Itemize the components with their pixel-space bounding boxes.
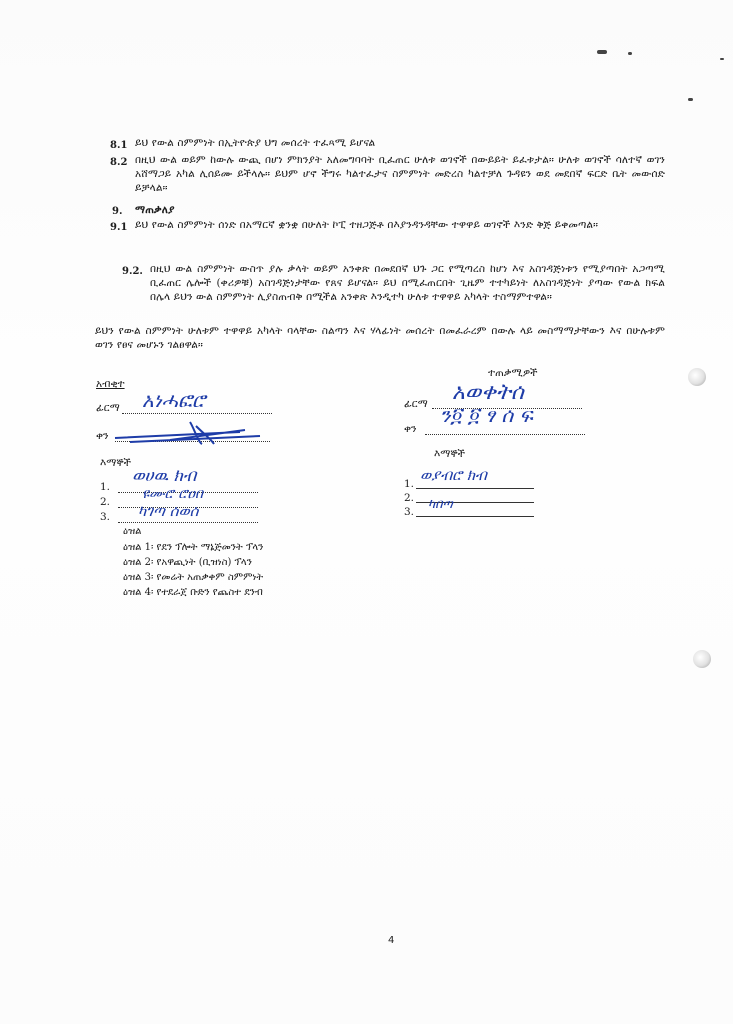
right-witness-3-signature: ካበጣ	[428, 497, 453, 512]
clause-9-2-text: በዚህ ውል ስምምነት ውስጥ ያሉ ቃላት ወይም አንቀጽ በመደበኛ ህጉ ጋር የሚጣረስ ከሆነ እና አስገዳጅነቱን የሚያጣበት አጋጣሚ ቢፈጠር ሌሎች (ቀሪዎቹ) አስገዳጅነታቸው የጸና ይሆናል። ይህ በሚፈጠርበት ጊዜም ተተካይነት ለአስገዳጅነት ያጣው የውል ክፍል በሌላ ይህን ውል ስምምነት ሊያስጠብቅ በሚችል አንቀጽ እንዲተካ ሁለቱ ተዋዋይ አካላት ተስማምተዋል።	[150, 263, 665, 303]
left-signature-label: ፊርማ	[96, 402, 120, 414]
right-witness-1-line	[416, 488, 534, 489]
right-witness-3-line	[416, 516, 534, 517]
right-date-handwritten: ን፬ ፬ ፃ ሰ ፍ	[440, 403, 533, 427]
left-date-scribble	[110, 418, 280, 448]
punch-hole	[688, 368, 706, 386]
right-date-label: ቀን	[404, 423, 417, 435]
annex-item: ዕዝል 1፡ የደን ፕሎት ማኔጅመንት ፕላን	[123, 542, 264, 553]
clause-8-2-text: በዚህ ውል ወይም ከውሉ ውጪ በሆነ ምክንያት አለመግባባት ቢፈጠር ሁለቱ ወገኖች በውይይት ይፈቱታል። ሁለቱ ወገኖች ሳለተኛ ወገን አሸማጋይ አካል ሊሰይሙ ይችላሉ። ይህም ሆኖ ችግሩ ካልተፈታና ስምምነት መድረስ ካልተቻለ ጉዳዩን ወደ መደበኛ ፍርድ ቤት መውሰድ ይቻላል።	[135, 154, 665, 194]
left-witness-1-signature: ወሀዉ ክብ	[132, 466, 197, 486]
right-witnesses-title: እማኞች	[434, 448, 466, 460]
annex-item: ዕዝል 2፡ የአዋጪነት (ቢዝነስ) ፕላን	[123, 557, 252, 568]
scan-speck	[628, 52, 632, 55]
right-signature-label: ፊርማ	[404, 398, 428, 410]
left-party-title: አብቂተ	[96, 378, 125, 390]
scan-speck	[720, 58, 724, 60]
left-signature: አነሓፎሮ	[142, 388, 206, 412]
right-date-line	[425, 434, 585, 435]
clause-9-1-text: ይህ የውል ስምምነት ሰነድ በአማርኛ ቋንቋ በሁለት ኮፒ ተዘጋጅቶ በእያንዳንዳቸው ተዋዋይ ወገኖች እንድ ቅጅ ይቀመጣል።	[135, 219, 599, 231]
scan-speck	[688, 98, 693, 101]
right-witness-1-signature: ወያብሮ ክብ	[420, 466, 487, 484]
clause-number: 9.	[112, 206, 123, 217]
left-witness-3-line	[118, 522, 258, 523]
page-number: 4	[388, 935, 395, 946]
right-party-title: ተጠቃሚዎች	[488, 367, 538, 379]
clause-number: 8.2	[110, 157, 128, 168]
annex-item: ዕዝል 4፡ የተደራጀ ቡድን የጨስተ ደንብ	[123, 587, 263, 598]
left-date-label: ቀን	[96, 430, 109, 442]
clause-8-1-text: ይህ የውል ስምምነት በኢትዮጵያ ህግ መሰረት ተፈጻሚ ይሆናል	[135, 137, 376, 149]
right-witness-1-num: 1.	[404, 478, 415, 490]
closing-paragraph: ይህን የውል ስምምነት ሁለቱም ተዋዋይ አካላት ባላቸው ስልጣን እና ሃላፊነት መሰረት በመፈራረም በውሉ ላይ መስማማታቸውን እና በሁሉቱም ወገን የፀና መሆኑን ገልፀዋል።	[95, 325, 665, 351]
scan-speck	[597, 50, 607, 54]
clause-number: 9.1	[110, 222, 128, 233]
clause-number: 9.2.	[122, 266, 143, 277]
annex-item: ዕዝል 3፡ የመሬት አጠቃቀም ስምምነት	[123, 572, 264, 583]
right-witness-3-num: 3.	[404, 506, 415, 518]
right-signature: አወቀትሰ	[452, 380, 524, 405]
left-witness-3-num: 3.	[100, 511, 111, 523]
right-witness-2-num: 2.	[404, 492, 415, 504]
left-witness-1-num: 1.	[100, 481, 111, 493]
left-witness-2-num: 2.	[100, 496, 111, 508]
annex-title: ዕዝል	[123, 526, 142, 537]
punch-hole	[693, 650, 711, 668]
left-witness-3-signature: ካገጣ ሰወሰ	[138, 502, 199, 520]
left-signature-line	[122, 413, 272, 414]
left-witnesses-title: እማኞች	[100, 457, 132, 469]
clause-number: 8.1	[110, 140, 128, 151]
section-9-heading: ማጠቃለያ	[135, 204, 175, 216]
left-witness-2-signature: ዩሙሮ ሮዐበ	[142, 486, 204, 502]
